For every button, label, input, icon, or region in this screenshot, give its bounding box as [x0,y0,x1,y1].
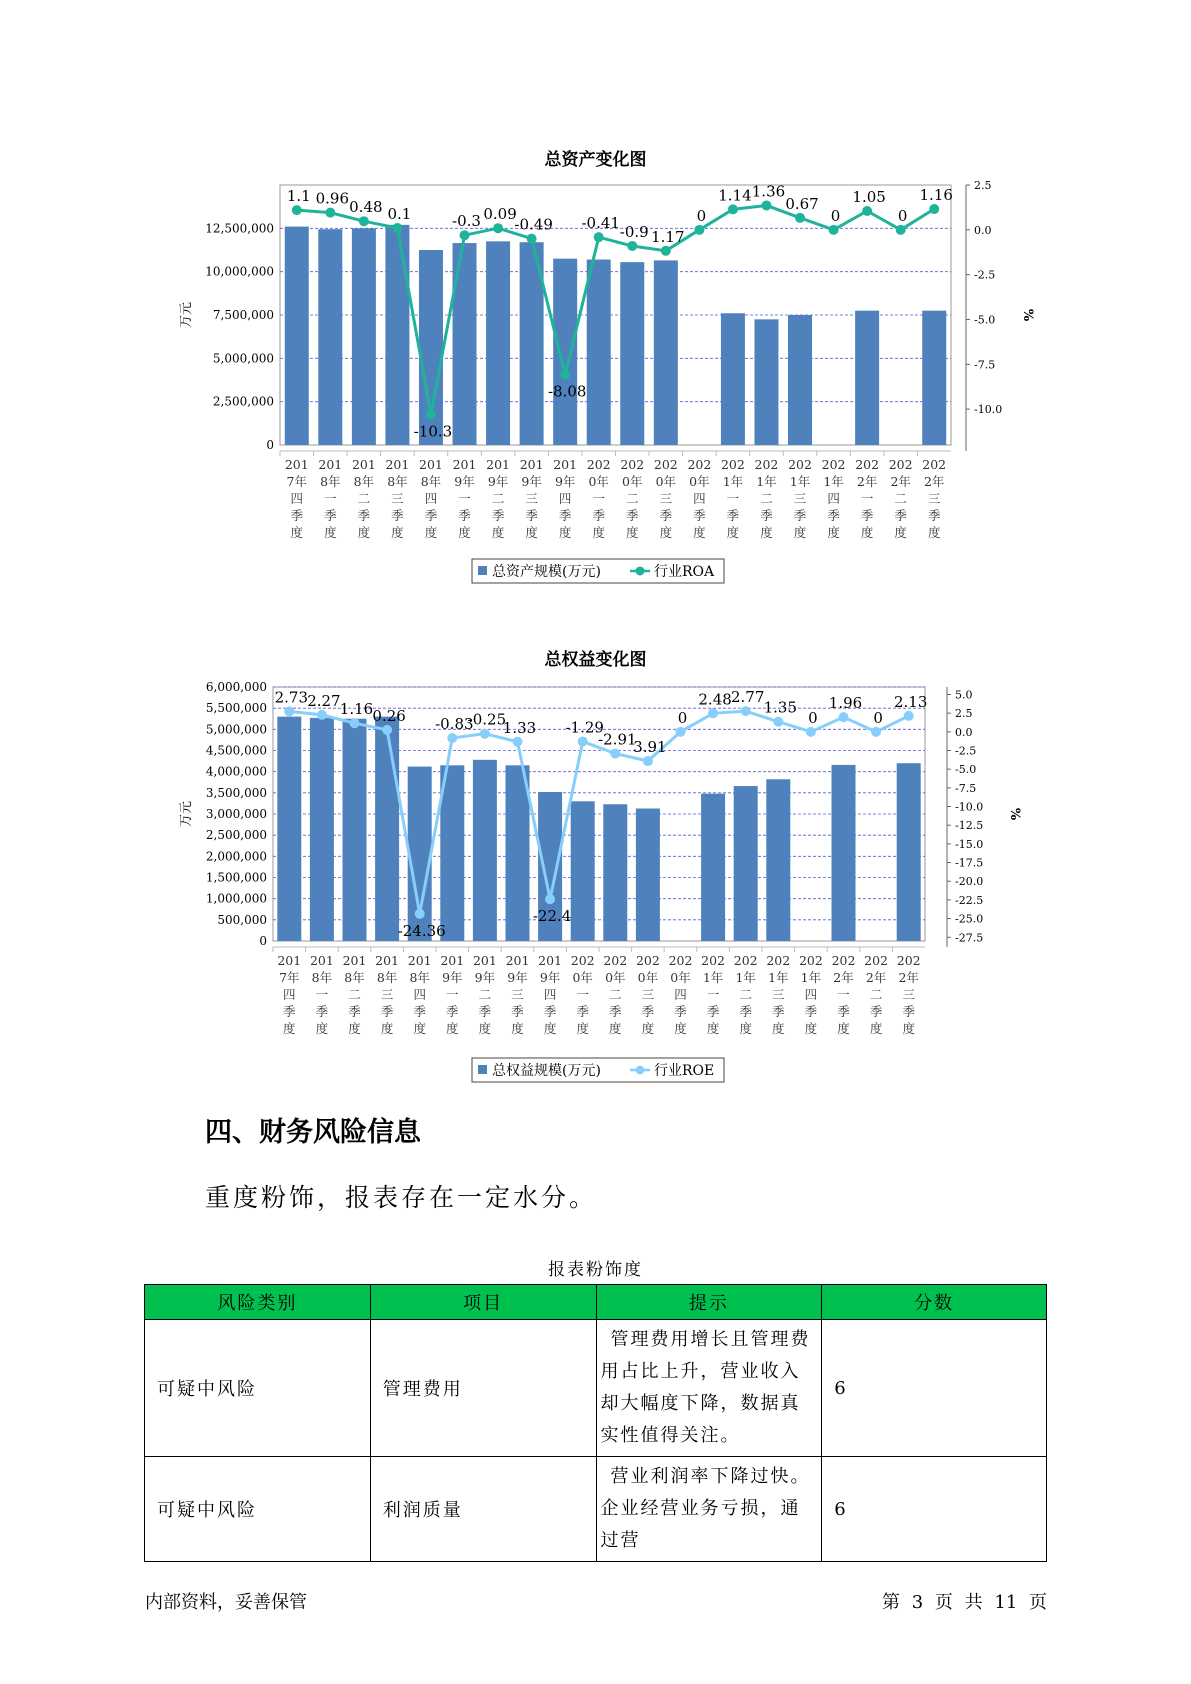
data-label: -0.41 [581,214,620,233]
table-row [145,1457,1047,1562]
data-label: 2.48 [698,690,732,709]
data-label: 1.17 [651,227,685,246]
table-cell-category: 可疑中风险 [145,1320,371,1457]
y2-axis-label: % [1020,308,1035,322]
x-tick-label: 202 0年三季度 [653,457,678,540]
bar [571,801,595,941]
data-label: 3.91 [633,738,667,757]
line-point [284,706,294,716]
bar [375,717,399,941]
x-tick-label: 202 2年三季度 [896,953,921,1036]
x-tick-label: 202 0年三季度 [635,953,660,1036]
y-tick-label: 0 [266,438,274,452]
bar [734,786,758,941]
legend-line-label: 行业ROE [654,1063,715,1079]
y2-tick-label: -25.0 [955,912,984,926]
y-tick-label: 0 [259,934,267,948]
legend-line-marker [636,1066,645,1075]
y-tick-label: 500,000 [217,912,267,927]
x-tick-label: 202 2年二季度 [888,457,913,540]
x-tick-label: 201 8年三季度 [375,953,400,1036]
line-point [694,225,704,235]
line-point [610,749,620,759]
x-tick-label: 202 2年一季度 [855,457,880,540]
table-cell-score: 6 [822,1320,1047,1457]
bar [636,808,660,941]
chart2-title: 总权益变化图 [544,650,647,670]
data-label: -24.36 [397,921,446,940]
y2-axis-label: % [1007,807,1022,821]
bar [788,315,812,445]
table-caption: 报表粉饰度 [548,1260,643,1280]
bar [897,763,921,941]
table-header-hint: 提示 [596,1285,822,1320]
data-label: 0 [677,708,688,727]
line-point [627,241,637,251]
bar [654,260,678,445]
y-tick-label: 7,500,000 [212,308,274,322]
bar [701,794,725,941]
y-tick-label: 12,500,000 [205,221,274,236]
x-tick-label: 202 0年四季度 [687,457,712,540]
data-label: 1.16 [339,700,374,719]
line-point [829,225,839,235]
data-label: -2.91 [598,730,637,749]
x-tick-label: 201 9年一季度 [440,953,465,1036]
data-label: 0 [873,708,883,727]
line-point [560,370,570,380]
line-point [493,223,503,233]
data-label: 0 [830,206,841,225]
bar [285,227,309,445]
x-tick-label: 202 1年四季度 [821,457,846,540]
data-label: -0.49 [514,215,553,234]
data-label: 1.35 [763,698,798,717]
y-tick-label: 6,000,000 [205,680,267,694]
legend-bar-swatch [478,1065,487,1074]
table-cell-item: 利润质量 [370,1457,596,1562]
data-label: 1.14 [718,186,752,205]
data-label: -8.08 [547,382,587,401]
data-label: 1.96 [828,694,863,713]
table-cell-category: 可疑中风险 [145,1457,371,1562]
risk-table [144,1284,1047,1562]
line-point [527,234,537,244]
line-point [460,230,470,240]
table-cell-hint: 管理费用增长且管理费用占比上升，营业收入却大幅度下降，数据真实性值得关注。 [596,1320,822,1457]
y-tick-label: 1,000,000 [205,891,267,906]
x-tick-label: 201 7年四季度 [277,953,302,1036]
y2-tick-label: -7.5 [974,358,996,372]
x-tick-label: 202 0年二季度 [603,953,628,1036]
legend-bar-label: 总权益规模(万元) [492,1063,601,1079]
y2-tick-label: -22.5 [955,893,984,907]
y2-tick-label: -5.0 [955,763,977,777]
table-header-item: 项目 [370,1285,596,1320]
y2-tick-label: -5.0 [974,313,996,327]
section-body: 重度粉饰，报表存在一定水分。 [205,1183,598,1212]
line-point [480,729,490,739]
bar [352,228,376,445]
x-tick-label: 201 8年四季度 [407,953,432,1036]
data-label: 1.16 [919,186,953,205]
data-label: 2.73 [274,688,309,707]
line-point [426,410,436,420]
line-point [317,710,327,720]
line-point [447,733,457,743]
data-label: 1.36 [751,182,786,201]
data-label: -22.4 [532,907,572,926]
line-point [415,909,425,919]
y2-tick-label: 2.5 [974,179,992,192]
x-tick-label: 202 0年一季度 [570,953,595,1036]
bar [754,319,778,445]
x-tick-label: 201 8年四季度 [419,457,443,540]
y2-tick-label: -20.0 [955,875,984,889]
table-header-score: 分数 [822,1285,1047,1320]
data-label: -0.9 [619,222,649,241]
total-equity-chart [0,673,1191,1113]
bar [620,262,644,445]
y2-tick-label: -2.5 [974,268,996,282]
line-point [578,736,588,746]
x-tick-label: 202 2年三季度 [922,457,947,540]
y-tick-label: 4,500,000 [205,743,267,758]
data-label: -10.3 [413,422,453,441]
line-point [392,223,402,233]
data-label: 0.09 [483,205,517,224]
legend-bar-label: 总资产规模(万元) [492,564,601,580]
bar [603,804,627,941]
table-header-row [145,1285,1047,1320]
y-tick-label: 5,500,000 [205,701,267,716]
y-tick-label: 1,500,000 [205,870,267,885]
table-cell-hint: 营业利润率下降过快。企业经营业务亏损，通过营 [596,1457,822,1562]
bar [277,717,301,941]
bar [385,225,409,445]
bar [553,259,577,445]
x-tick-label: 201 8年一季度 [318,457,343,540]
total-assets-chart [0,175,1191,605]
line-point [871,727,881,737]
bar [318,229,342,445]
y-axis-label: 万元 [179,301,194,329]
bar [440,765,464,941]
line-point [839,712,849,722]
bar [832,765,856,941]
y2-tick-label: -17.5 [955,856,984,870]
x-tick-label: 201 9年三季度 [519,457,544,540]
line-point [896,225,906,235]
bar [310,718,334,941]
legend-line-marker [636,567,645,576]
line-point [594,232,604,242]
x-tick-label: 201 9年二季度 [486,457,511,540]
x-tick-label: 202 1年一季度 [701,953,726,1036]
line-point [676,727,686,737]
line-point [513,737,523,747]
line-point [741,706,751,716]
y2-tick-label: -7.5 [955,781,977,795]
line-point [708,708,718,718]
x-tick-label: 202 1年三季度 [788,457,812,540]
y2-tick-label: -27.5 [955,931,984,945]
line-point [382,725,392,735]
y2-tick-label: -10.0 [955,800,984,814]
data-label: 0.26 [372,706,406,725]
x-tick-label: 202 0年二季度 [620,457,645,540]
x-tick-label: 201 9年三季度 [505,953,530,1036]
data-label: 2.13 [893,692,928,711]
y-tick-label: 2,500,000 [212,394,274,409]
x-tick-label: 201 9年二季度 [472,953,497,1036]
bar [922,311,946,445]
x-tick-label: 202 2年一季度 [831,953,856,1036]
legend-bar-swatch [478,566,487,575]
bar [855,311,879,445]
line-point [761,200,771,210]
line-point [325,208,335,218]
y-tick-label: 3,500,000 [205,785,267,800]
line-point [350,718,360,728]
y-tick-label: 5,000,000 [212,351,274,366]
bar [473,760,497,941]
data-label: 0 [897,206,908,225]
x-tick-label: 202 0年四季度 [668,953,693,1036]
table-cell-item: 管理费用 [370,1320,596,1457]
y-tick-label: 5,000,000 [205,722,267,737]
line-point [795,213,805,223]
y2-tick-label: -2.5 [955,744,977,758]
data-label: -0.83 [435,715,474,734]
x-tick-label: 201 8年二季度 [342,953,367,1036]
footer-confidential: 内部资料，妥善保管 [145,1592,307,1613]
line-point [728,204,738,214]
bar [766,779,790,941]
x-tick-label: 202 1年三季度 [766,953,791,1036]
bar [587,260,611,445]
bar [721,313,745,445]
data-label: 0.67 [785,194,819,213]
table-row [145,1320,1047,1457]
line-point [359,216,369,226]
x-tick-label: 201 8年二季度 [351,457,376,540]
x-tick-label: 201 8年三季度 [385,457,410,540]
x-tick-label: 201 9年四季度 [553,457,578,540]
y-axis-label: 万元 [179,800,194,828]
section-heading: 四、财务风险信息 [205,1117,421,1148]
table-cell-score: 6 [822,1457,1047,1562]
x-tick-label: 202 1年二季度 [754,457,779,540]
line-point [904,711,914,721]
line-point [661,246,671,256]
line-point [545,894,555,904]
data-label: -1.29 [565,718,604,737]
line-point [292,205,302,215]
table-header-category: 风险类别 [145,1285,371,1320]
x-tick-label: 202 0年一季度 [586,457,611,540]
data-label: 0.96 [315,189,350,208]
y-tick-label: 2,000,000 [205,849,267,864]
chart1-title: 总资产变化图 [544,150,647,170]
x-tick-label: 202 1年四季度 [798,953,823,1036]
x-tick-label: 201 7年四季度 [284,457,309,540]
x-tick-label: 201 9年四季度 [538,953,563,1036]
bar [506,765,530,941]
y2-tick-label: 5.0 [955,688,973,702]
data-label: 1.33 [502,718,537,737]
y2-tick-label: -10.0 [974,403,1003,417]
x-tick-label: 202 1年一季度 [720,457,745,540]
y-tick-label: 10,000,000 [205,264,274,279]
bar [343,719,367,941]
line-point [773,717,783,727]
line-point [862,206,872,216]
data-label: 0.48 [349,198,383,217]
footer-page-number: 第 3 页 共 11 页 [882,1592,1047,1613]
line-point [643,756,653,766]
y2-tick-label: 0.0 [974,223,992,237]
y-tick-label: 2,500,000 [205,828,267,843]
data-label: 0 [696,206,707,225]
data-label: 0 [808,708,818,727]
bar [486,241,510,445]
data-label: 1.05 [852,188,886,206]
y-tick-label: 4,000,000 [205,764,267,779]
data-label: 1.1 [286,187,311,206]
y2-tick-label: 2.5 [955,707,973,721]
data-label: 2.77 [730,688,765,707]
y-tick-label: 3,000,000 [205,807,267,821]
data-label: -0.3 [452,212,481,231]
x-tick-label: 202 1年二季度 [733,953,758,1036]
line-point [929,204,939,214]
data-label: -0.25 [467,710,507,729]
data-label: 0.1 [387,205,412,224]
data-label: 2.27 [307,691,341,710]
x-tick-label: 202 2年二季度 [864,953,889,1036]
line-point [806,727,816,737]
y2-tick-label: -12.5 [955,819,984,833]
legend-line-label: 行业ROA [654,564,715,580]
y2-tick-label: 0.0 [955,725,973,739]
y2-tick-label: -15.0 [955,837,984,851]
x-tick-label: 201 8年一季度 [309,953,334,1036]
x-tick-label: 201 9年一季度 [452,457,477,540]
